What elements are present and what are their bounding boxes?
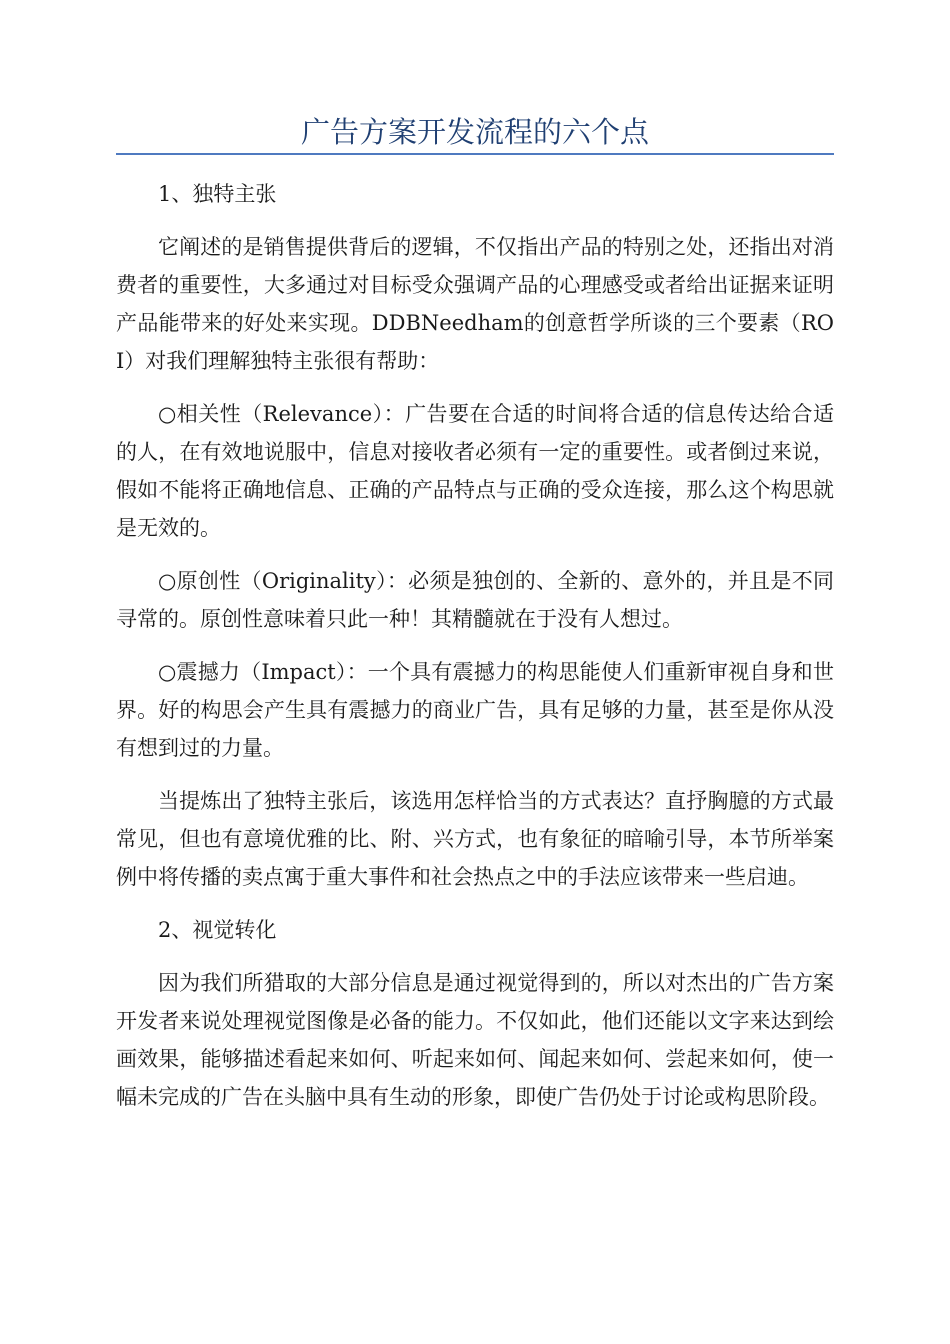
section-heading-1: 1、独特主张 — [158, 182, 277, 206]
paragraph-unique-proposition-intro: 它阐述的是销售提供背后的逻辑，不仅指出产品的特别之处，还指出对消费者的重要性，大多通过对目标受众强调产品的心理感受或者给出证据来证明产品能带来的好处来实现。DDBNeedham的创意哲学所谈的三个要素（ROI）对我们理解独特主张很有帮助： — [116, 235, 834, 373]
title-underline — [116, 153, 834, 155]
paragraph-visual-conversion: 因为我们所猎取的大部分信息是通过视觉得到的，所以对杰出的广告方案开发者来说处理视觉图像是必备的能力。不仅如此，他们还能以文字来达到绘画效果，能够描述看起来如何、听起来如何、闻起来如何、尝起来如何，使一幅未完成的广告在头脑中具有生动的形象，即使广告仍处于讨论或构思阶段。 — [116, 971, 834, 1109]
paragraph-relevance: ○相关性（Relevance）：广告要在合适的时间将合适的信息传达给合适的人，在有效地说服中，信息对接收者必须有一定的重要性。或者倒过来说，假如不能将正确地信息、正确的产品特点与正确的受众连接，那么这个构思就是无效的。 — [116, 402, 834, 540]
paragraph-impact: ○震撼力（Impact）：一个具有震撼力的构思能使人们重新审视自身和世界。好的构思会产生具有震撼力的商业广告，具有足够的力量，甚至是你从没有想到过的力量。 — [116, 660, 834, 760]
section-heading-2: 2、视觉转化 — [158, 918, 277, 942]
paragraph-originality: ○原创性（Originality）：必须是独创的、全新的、意外的，并且是不同寻常的。原创性意味着只此一种！其精髓就在于没有人想过。 — [116, 569, 834, 631]
document-body — [116, 175, 834, 1131]
document-title: 广告方案开发流程的六个点 — [300, 115, 649, 149]
paragraph-expression: 当提炼出了独特主张后，该选用怎样恰当的方式表达？直抒胸臆的方式最常见，但也有意境优雅的比、附、兴方式，也有象征的暗喻引导，本节所举案例中将传播的卖点寓于重大事件和社会热点之中的手法应该带来一些启迪。 — [116, 789, 834, 889]
